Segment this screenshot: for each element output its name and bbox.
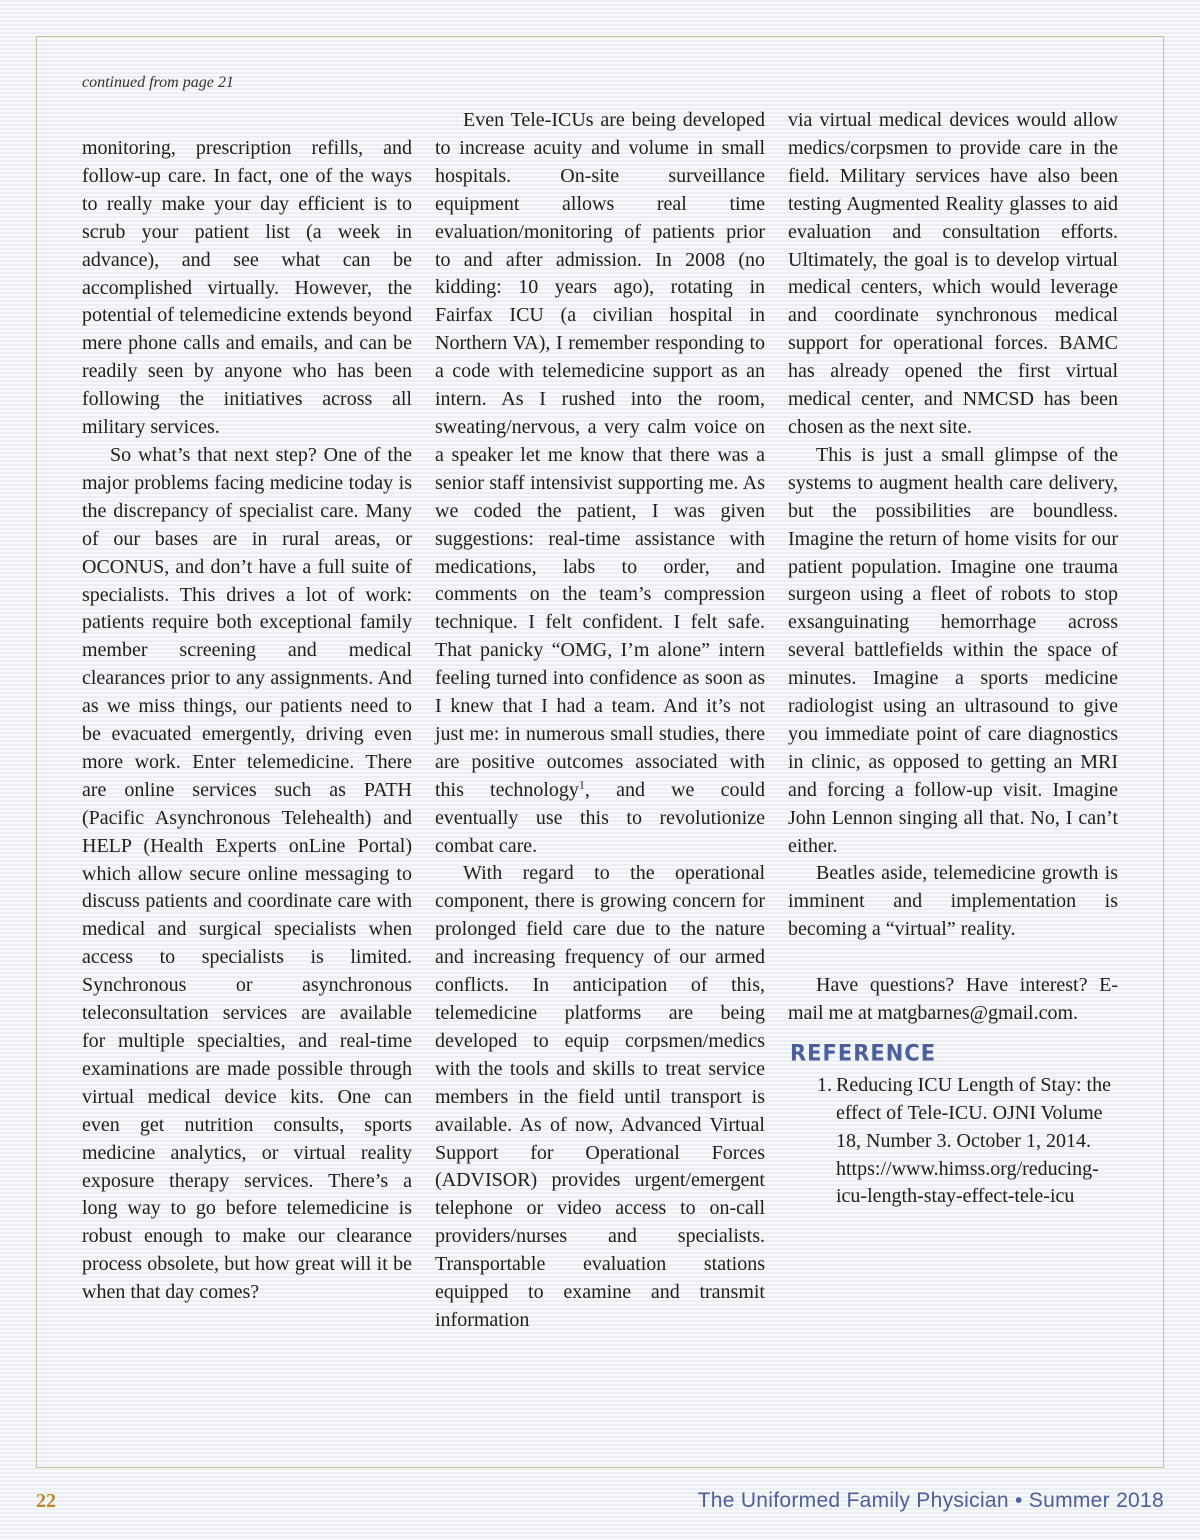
paragraph: via virtual medical devices would allow medics/corpsmen to provide care in the field. Military services have also been testing Augmented Reality glasses to aid evaluation and consultation efforts. Ultimately, the goal is to develop virtual medical centers, which would leverage and coordinate synchronous medical support for operational forces. BAMC has already opened the first virtual medical center, and NMCSD has been chosen as the next site. xyxy=(788,109,1118,438)
paragraph: With regard to the operational component, there is growing concern for prolonged field care due to the nature and increasing frequency of our armed conflicts. In anticipation of this, telemedicine platforms are being developed to equip corpsmen/medics with the tools and skills to treat service members in the field until transport is available. As of now, Advanced Virtual Support for Operational Forces (ADVISOR) provides urgent/emergent telephone or video access to on-call providers/nurses and specialists. Transportable evaluation stations equipped to examine and transmit information xyxy=(435,862,765,1331)
reference-list xyxy=(788,1072,1118,1212)
continued-note: continued from page 21 xyxy=(82,74,234,91)
paragraph: This is just a small glimpse of the systems to augment health care delivery, but the possibilities are boundless. Imagine the return of home visits for our patient population. Imagine one trauma surgeon using a fleet of robots to stop exsanguinating hemorrhage across several battlefields within the space of minutes. Imagine a sports medicine radiologist using an ultrasound to give you immediate point of care diagnostics in clinic, as opposed to getting an MRI and forcing a follow-up visit. Imagine John Lennon singing all that. No, I can’t either. xyxy=(788,443,1118,857)
citation-superscript: 1 xyxy=(578,777,585,792)
paragraph: Beatles aside, telemedicine growth is imminent and implementation is becoming a “virtual” reality. xyxy=(788,862,1118,941)
paragraph: So what’s that next step? One of the major problems facing medicine today is the discrepancy of specialist care. Many of our bases are in rural areas, or OCONUS, and don’t have a full suite of specialists. This drives a lot of work: patients require both exceptional family member screening and medical clearances prior to any assignments. And as we miss things, our patients need to be evacuated emergently, driving even more work. Enter telemedicine. There are online services such as PATH (Pacific Asynchronous Telehealth) and HELP (Health Experts onLine Portal) which allow secure online messaging to discuss patients and coordinate care with medical and surgical specialists when access to specialists is limited. Synchronous or asynchronous teleconsultation services are available for multiple specialties, and real-time examinations are made possible through virtual medical device kits. One can even get nutrition consults, sports medicine analytics, or virtual reality exposure therapy services. There’s a long way to go before telemedicine is robust enough to make our clearance process obsolete, but how great will it be when that day comes? xyxy=(82,443,412,1304)
paragraph xyxy=(435,107,765,860)
reference-heading: REFERENCE xyxy=(790,1040,937,1066)
paragraph: monitoring, prescription refills, and follow-up care. In fact, one of the ways to really make your day efficient is to scrub your patient list (a week in advance), and see what can be accomplished virtually. However, the potential of telemedicine extends beyond mere phone calls and emails, and can be readily seen by anyone who has been following the initiatives across all military services. xyxy=(82,137,412,439)
paragraph: Have questions? Have interest? E-mail me at matgbarnes@gmail.com. xyxy=(788,974,1118,1024)
publication-title: The Uniformed Family Physician • Summer 2018 xyxy=(697,1489,1164,1512)
spacer xyxy=(788,944,1118,972)
column-1 xyxy=(82,135,412,1307)
page-number: 22 xyxy=(36,1490,56,1512)
reference-item xyxy=(788,1072,1118,1212)
column-2 xyxy=(435,107,765,1335)
reference-text: Reducing ICU Length of Stay: the effect of Tele-ICU. OJNI Volume 18, Number 3. October 1, 2014. https://www.himss.org/reducing-icu-length-stay-effect-tele-icu xyxy=(836,1073,1111,1208)
column-3 xyxy=(788,107,1118,1211)
paragraph-text: Even Tele-ICUs are being developed to increase acuity and volume in small hospitals. On-site surveillance equipment allows real time evaluation/monitoring of patients prior to and after admission. In 2008 (no kidding: 10 years ago), rotating in Fairfax ICU (a civilian hospital in Northern VA), I remember responding to a code with telemedicine support as an intern. As I rushed into the room, sweating/nervous, a very calm voice on a speaker let me know that there was a senior staff intensivist supporting me. As we coded the patient, I was given suggestions: real-time assistance with medications, labs to order, and comments on the team’s compression technique. I felt confident. I felt safe. That panicky “OMG, I’m alone” intern feeling turned into confidence as soon as I knew that I had a team. And it’s not just me: in numerous small studies, there are positive outcomes associated with this technology xyxy=(435,109,765,801)
reference-number: 1. xyxy=(817,1073,832,1096)
paragraph-text: , and we could eventually use this to revolutionize combat care. xyxy=(435,778,765,857)
